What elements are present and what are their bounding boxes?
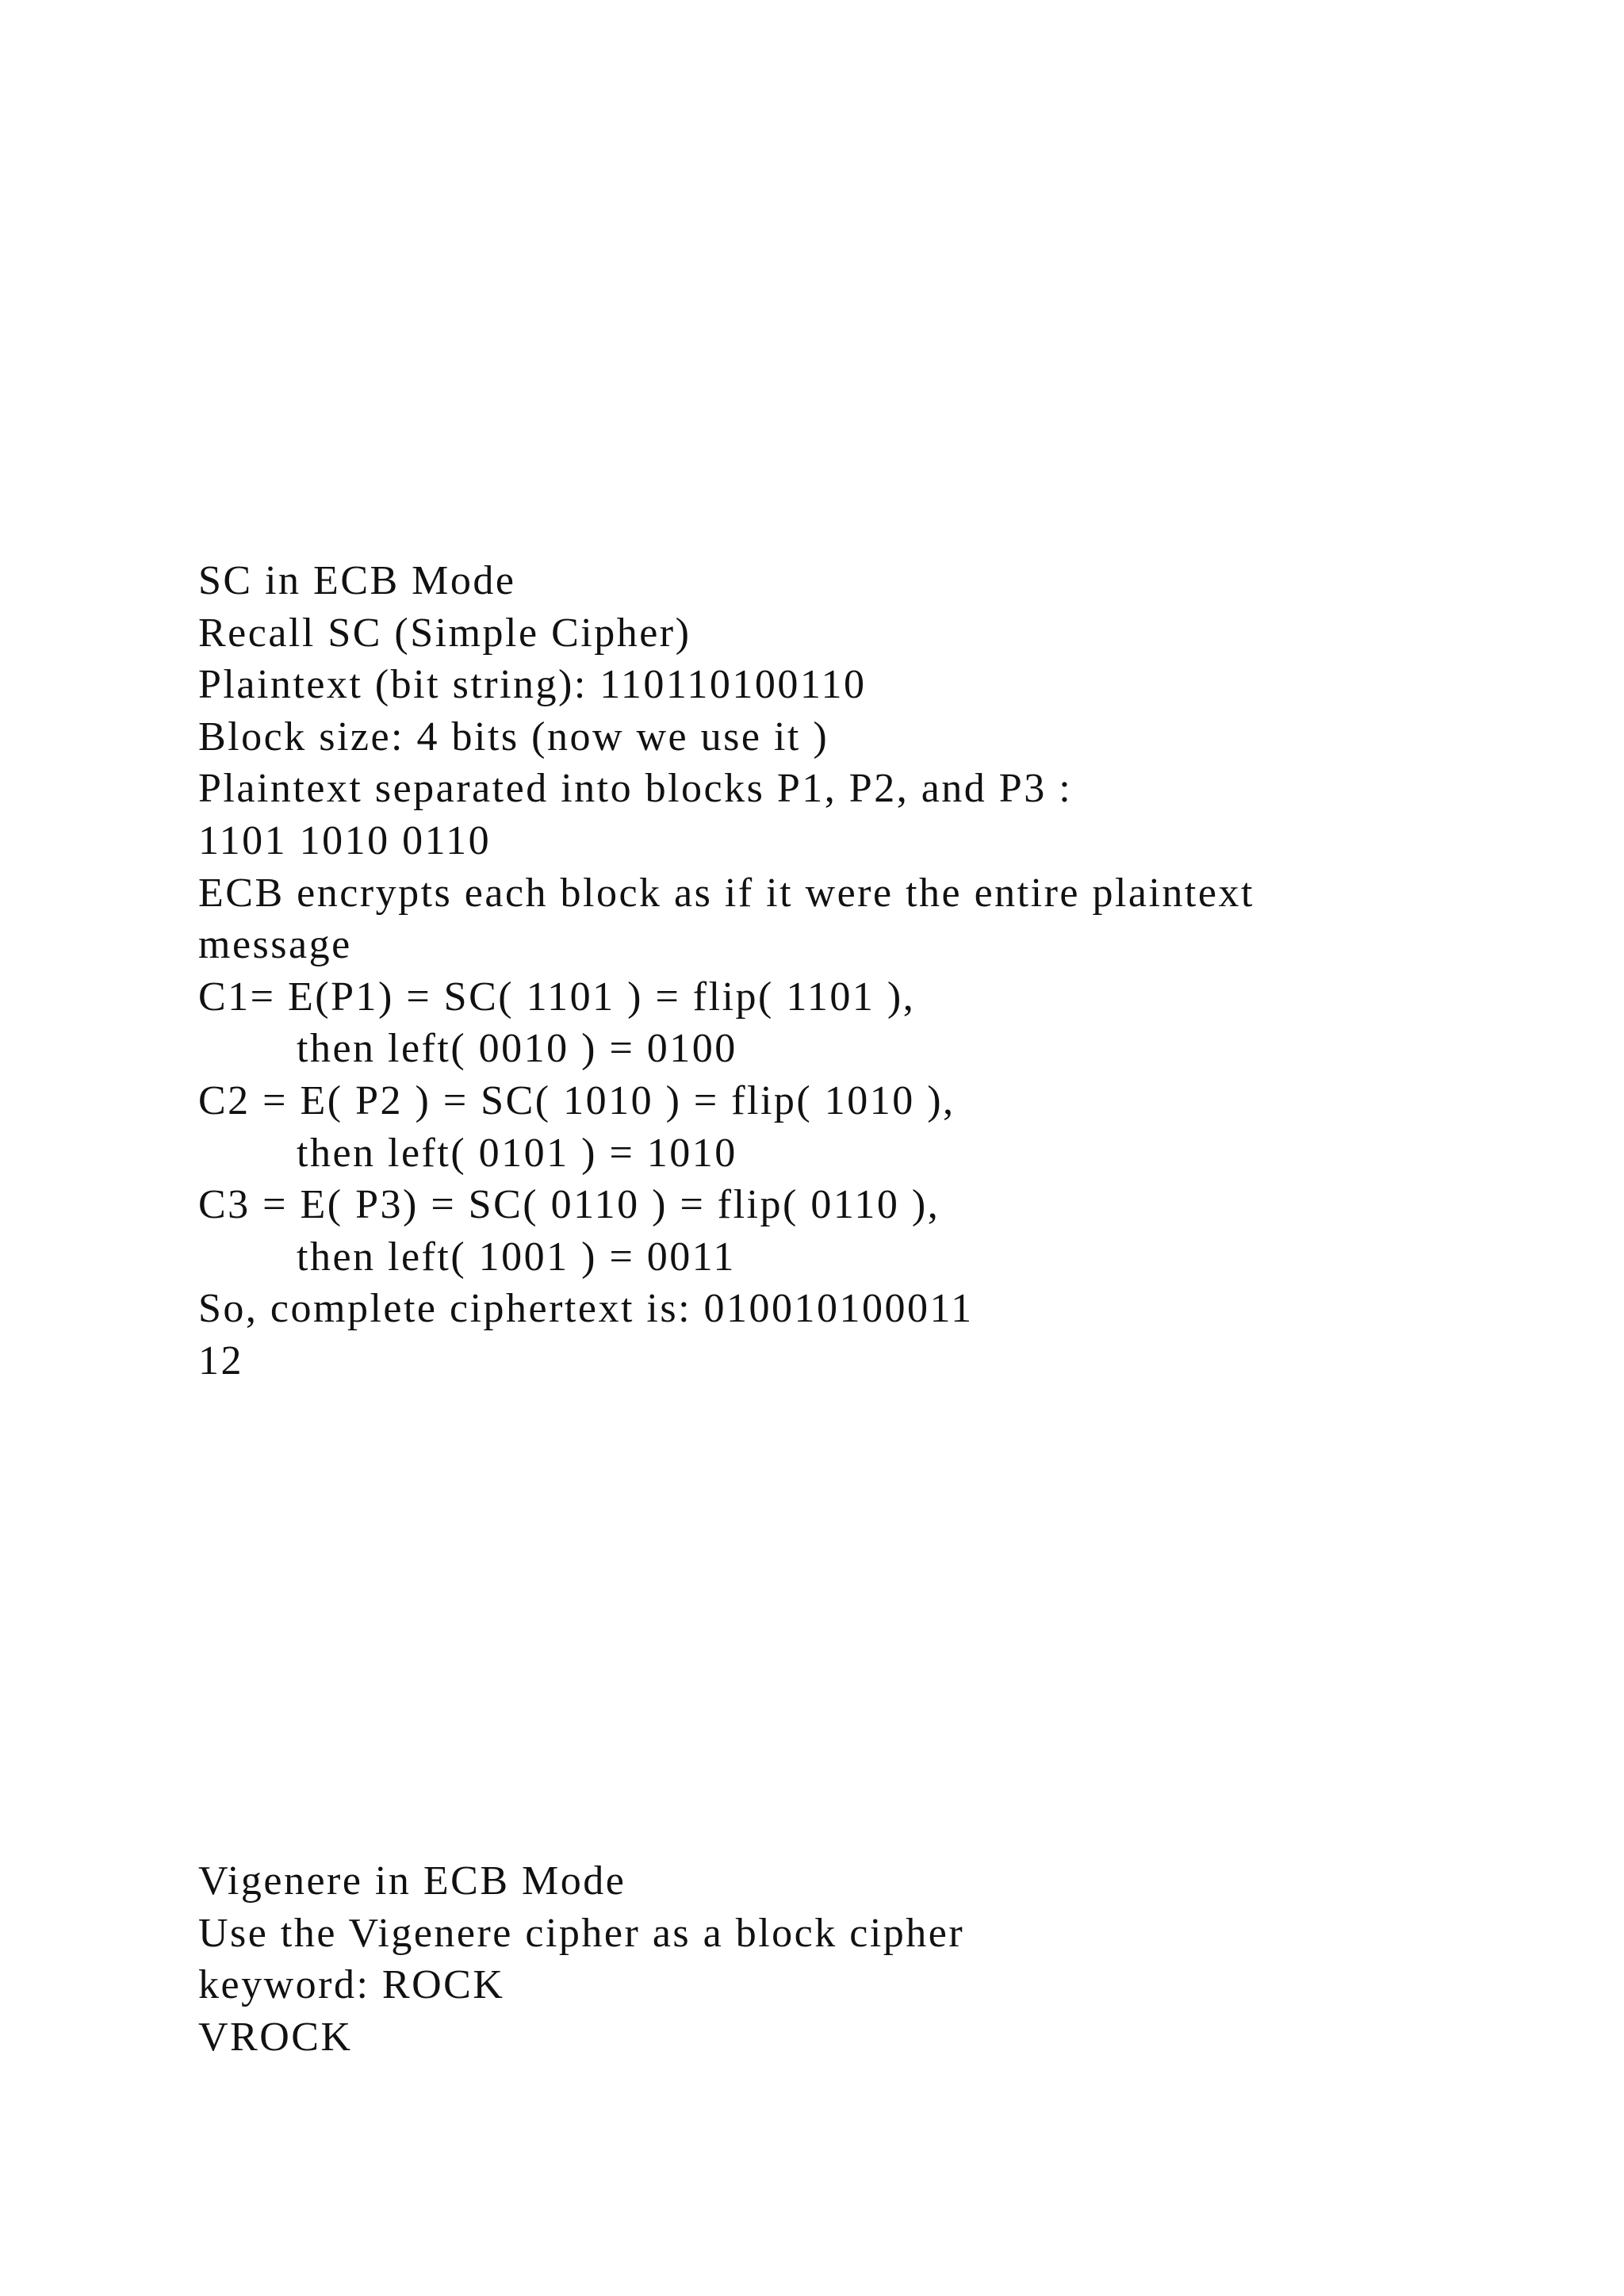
text-line: C2 = E( P2 ) = SC( 1010 ) = flip( 1010 ), [198, 1077, 956, 1123]
text-line: So, complete ciphertext is: 010010100011 [198, 1286, 974, 1332]
text-line: Recall SC (Simple Cipher) [198, 610, 691, 656]
section-title: SC in ECB Mode [198, 558, 516, 603]
text-line: Block size: 4 bits (now we use it ) [198, 714, 829, 760]
section-sc-ecb [198, 555, 1467, 1387]
text-line: C3 = E( P3) = SC( 0110 ) = flip( 0110 ), [198, 1182, 940, 1228]
indented-text-line: then left( 0010 ) = 0100 [297, 1026, 737, 1072]
text-line: Use the Vigenere cipher as a block cipher [198, 1910, 965, 1956]
text-line: Plaintext (bit string): 110110100110 [198, 662, 867, 708]
text-line: Plaintext separated into blocks P1, P2, and P3 : [198, 766, 1073, 812]
section-title: Vigenere in ECB Mode [198, 1858, 626, 1904]
text-line: message [198, 922, 352, 968]
page-number: 12 [198, 1337, 243, 1383]
indented-text-line: then left( 0101 ) = 1010 [297, 1130, 737, 1176]
text-line: VROCK [198, 2014, 353, 2060]
text-line: keyword: ROCK [198, 1962, 505, 2008]
text-line: ECB encrypts each block as if it were the entire plaintext [198, 870, 1254, 916]
indented-text-line: then left( 1001 ) = 0011 [297, 1234, 736, 1280]
text-line: C1= E(P1) = SC( 1101 ) = flip( 1101 ), [198, 974, 916, 1020]
section-vigenere-ecb [198, 1855, 1467, 2063]
text-line: 1101 1010 0110 [198, 817, 492, 863]
